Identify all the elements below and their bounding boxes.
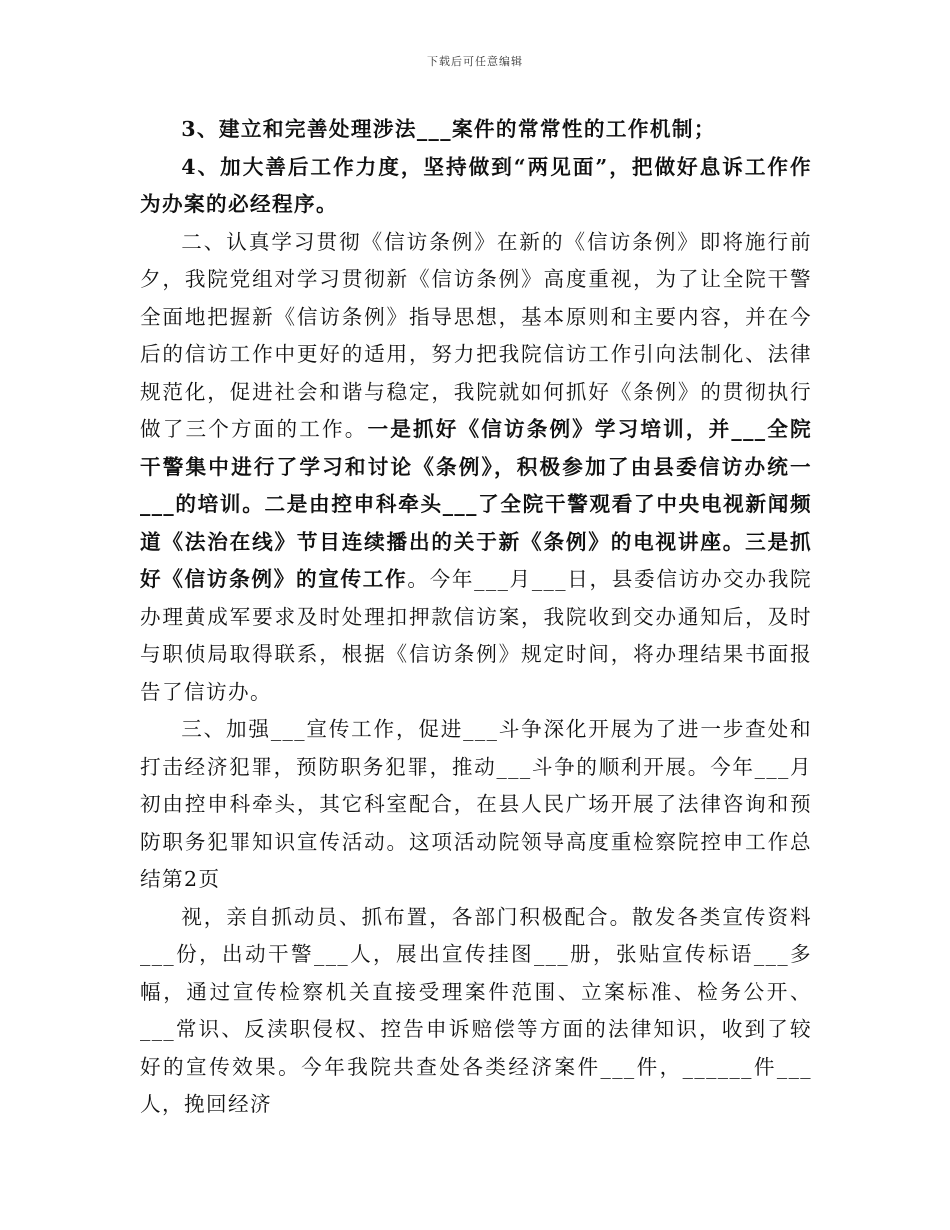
document-body <box>140 111 812 1124</box>
paragraph-continuation: 视，亲自抓动员、抓布置，各部门积极配合。散发各类宣传资料___份，出动干警___人，展出宣传挂图___册，张贴宣传标语___多幅，通过宣传检察机关直接受理案件范围、立案标准、检务公开、___常识、反渎职侵权、控告申诉赔偿等方面的法律知识，收到了较好的宣传效果。今年我院共查处各类经济案件___件，______件___人，挽回经济 <box>140 904 812 1116</box>
section-2-bold-points: 一是抓好《信访条例》学习培训，并___全院干警集中进行了学习和讨论《条例》，积极参加了由县委信访办统一___的培训。二是由控申科牵头___了全院干警观看了中央电视新闻频道《法治在线》节目连续播出的关于新《条例》的电视讲座。三是抓好《信访条例》的宣传工作 <box>140 417 812 591</box>
paragraph-item-4: 4、加大善后工作力度，坚持做到“两见面”，把做好息诉工作作为办案的必经程序。 <box>140 154 812 216</box>
section-2-tail: 。今年___月___日，县委信访办交办我院办理黄成军要求及时处理扣押款信访案，我院收到交办通知后，及时与职侦局取得联系，根据《信访条例》规定时间，将办理结果书面报告了信访办。 <box>140 567 812 704</box>
paragraph-section-3: 三、加强___宣传工作，促进___斗争深化开展为了进一步查处和打击经济犯罪，预防职务犯罪，推动___斗争的顺利开展。今年___月初由控申科牵头，其它科室配合，在县人民广场开展了法律咨询和预防职务犯罪知识宣传活动。这项活动院领导高度重检察院控申工作总结第2页 <box>140 717 812 891</box>
section-2-intro: 二、认真学习贯彻《信访条例》在新的《信访条例》即将施行前夕，我院党组对学习贯彻新《信访条例》高度重视，为了让全院干警全面地把握新《信访条例》指导思想，基本原则和主要内容，并在今后的信访工作中更好的适用，努力把我院信访工作引向法制化、法律规范化，促进社会和谐与稳定，我院就如何抓好《条例》的贯彻执行做了三个方面的工作。 <box>140 229 812 441</box>
paragraph-section-2 <box>140 224 812 712</box>
page-header: 下载后可任意编辑 <box>427 55 523 68</box>
paragraph-item-3: 3、建立和完善处理涉法___案件的常常性的工作机制； <box>181 117 716 141</box>
